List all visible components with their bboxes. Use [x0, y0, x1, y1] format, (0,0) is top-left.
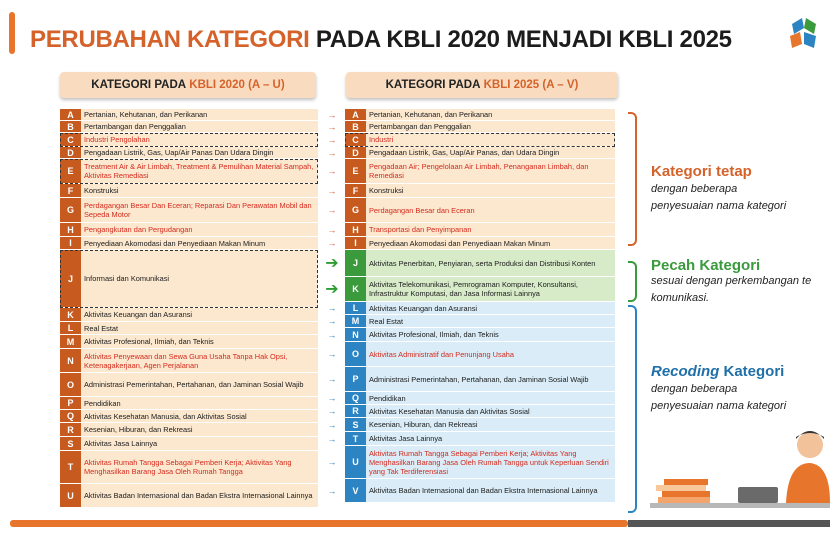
kbli-2025-table [345, 109, 615, 503]
arrow-right-icon: → [327, 374, 337, 384]
category-label: Aktivitas Penerbitan, Penyiaran, serta Produksi dan Distribusi Konten [366, 250, 615, 276]
pecah-kategori-desc [651, 273, 811, 307]
category-label: Pertanian, Kehutanan, dan Perikanan [81, 109, 318, 120]
column-header-prefix: KATEGORI PADA [91, 79, 187, 91]
category-label: Aktivitas Kesehatan Manusia, dan Aktivitas Sosial [81, 410, 318, 422]
table-row [60, 410, 318, 423]
category-label: Konstruksi [366, 184, 615, 197]
category-code: J [345, 250, 366, 276]
category-code: U [345, 446, 366, 478]
category-code: J [60, 250, 81, 307]
category-code: N [345, 328, 366, 341]
table-row [345, 315, 615, 328]
category-label: Kesenian, Hiburan, dan Rekreasi [81, 423, 318, 436]
column-header-kbli-2025 [346, 72, 618, 98]
bps-logo-icon [784, 14, 824, 54]
pecah-kategori-title: Pecah Kategori [651, 257, 761, 274]
category-label: Kesenian, Hiburan, dan Rekreasi [366, 418, 615, 431]
table-row [345, 446, 615, 479]
category-label: Pertambangan dan Penggalian [81, 121, 318, 132]
table-row [60, 423, 318, 437]
bottom-accent-bar [10, 520, 628, 527]
table-row [60, 335, 318, 349]
category-code: S [345, 418, 366, 431]
arrow-right-icon: ➔ [325, 255, 339, 272]
arrow-right-icon: → [327, 238, 337, 248]
arrow-right-icon: → [327, 205, 337, 215]
category-label: Pengadaan Listrik, Gas, Uap/Air Panas Dan Udara Dingin [81, 147, 318, 158]
table-row [345, 432, 615, 446]
desc-line: komunikasi. [651, 292, 710, 304]
category-label: Informasi dan Komunikasi [81, 250, 318, 307]
category-code: I [345, 237, 366, 249]
category-code: D [345, 147, 366, 158]
category-label: Perdagangan Besar Dan Eceran; Reparasi Dan Perawatan Mobil dan Sepeda Motor [81, 198, 318, 222]
table-row [60, 250, 318, 308]
category-code: P [345, 367, 366, 391]
category-code: K [345, 277, 366, 301]
table-row [60, 349, 318, 373]
bracket-recoding [628, 305, 637, 513]
recoding-title [651, 363, 784, 380]
table-row [60, 437, 318, 451]
table-row [345, 342, 615, 367]
table-row [345, 184, 615, 198]
category-label: Pertambangan dan Penggalian [366, 121, 615, 132]
title-highlight: PERUBAHAN KATEGORI [30, 26, 310, 53]
table-row [345, 109, 615, 121]
category-label: Industri Pengolahan [81, 133, 318, 146]
category-code: Q [345, 392, 366, 404]
bottom-dark-bar [628, 520, 830, 527]
arrow-right-icon: ➔ [325, 281, 339, 298]
arrow-right-icon: → [327, 419, 337, 430]
arrow-right-icon: → [327, 457, 337, 467]
category-label: Aktivitas Rumah Tangga Sebagai Pemberi Kerja; Aktivitas Yang Menghasilkan Barang Jasa Oleh Rumah Tangga untuk Keperluan Sendiri yang Tak Terdiferensiasi [366, 446, 615, 478]
category-label: Aktivitas Rumah Tangga Sebagai Pemberi Kerja; Aktivitas Yang Menghasilkan Barang Jasa Oleh Rumah Tangga [81, 451, 318, 483]
category-code: F [345, 184, 366, 197]
category-label: Pengadaan Listrik, Gas, Uap/Air Panas, dan Udara Dingin [366, 147, 615, 158]
arrow-right-icon: → [327, 406, 337, 416]
desc-line: penyesuaian nama kategori [651, 400, 787, 412]
table-row [60, 184, 318, 198]
table-row [345, 147, 615, 159]
category-code: R [345, 405, 366, 417]
arrow-right-icon: → [327, 485, 337, 496]
arrow-right-icon: → [327, 147, 337, 158]
table-row [60, 147, 318, 159]
arrow-right-icon: → [327, 349, 337, 359]
table-row [345, 237, 615, 250]
recoding-title-italic: Recoding [651, 363, 720, 380]
category-label: Aktivitas Keuangan dan Asuransi [81, 308, 318, 321]
category-code: B [60, 121, 81, 132]
table-row [345, 223, 615, 237]
arrow-right-icon: → [327, 393, 337, 403]
title-accent-bar [9, 12, 15, 54]
category-code: O [345, 342, 366, 366]
arrow-right-icon: → [327, 329, 337, 340]
category-code: T [60, 451, 81, 483]
category-code: E [60, 159, 81, 183]
category-label: Aktivitas Kesehatan Manusia dan Aktivitas Sosial [366, 405, 615, 417]
column-header-highlight: KBLI 2020 (A – U) [189, 79, 285, 91]
category-label: Aktivitas Telekomunikasi, Pemrograman Komputer, Konsultansi, Infrastruktur Komputasi, dan Jasa Informasi Lainnya [366, 277, 615, 301]
category-label: Aktivitas Keuangan dan Asuransi [366, 302, 615, 314]
person-laptop-illustration [650, 425, 830, 520]
table-row [345, 159, 615, 184]
category-code: R [60, 423, 81, 436]
category-code: L [345, 302, 366, 314]
recoding-title-plain: Kategori [719, 363, 785, 380]
category-label: Pengangkutan dan Pergudangan [81, 223, 318, 236]
category-label: Real Estat [366, 315, 615, 327]
category-code: H [345, 223, 366, 236]
category-code: I [60, 237, 81, 249]
category-code: S [60, 437, 81, 450]
category-label: Industri [366, 133, 615, 146]
category-label: Treatment Air & Air Limbah, Treatment & Pemulihan Material Sampah, Aktivitas Remediasi [81, 159, 318, 183]
category-code: T [345, 432, 366, 445]
category-code: F [60, 184, 81, 197]
arrow-right-icon: → [327, 316, 337, 326]
table-row [345, 367, 615, 392]
category-code: A [60, 109, 81, 120]
category-label: Aktivitas Profesional, Ilmiah, dan Teknis [366, 328, 615, 341]
bracket-pecah-kategori [628, 261, 637, 302]
mapping-arrows [320, 109, 344, 503]
category-label: Perdagangan Besar dan Eceran [366, 198, 615, 222]
category-label: Aktivitas Badan Internasional dan Badan Ekstra Internasional Lainnya [81, 484, 318, 507]
table-row [60, 322, 318, 335]
category-label: Aktivitas Profesional, Ilmiah, dan Teknis [81, 335, 318, 348]
category-code: C [345, 133, 366, 146]
arrow-right-icon: → [327, 303, 337, 313]
column-header-prefix: KATEGORI PADA [385, 79, 481, 91]
arrow-right-icon: → [327, 433, 337, 444]
category-code: L [60, 322, 81, 334]
table-row [60, 373, 318, 397]
table-row [345, 133, 615, 147]
category-code: G [60, 198, 81, 222]
category-label: Pendidikan [81, 397, 318, 409]
category-label: Aktivitas Jasa Lainnya [81, 437, 318, 450]
category-code: U [60, 484, 81, 507]
table-row [60, 198, 318, 223]
table-row [60, 109, 318, 121]
category-label: Administrasi Pemerintahan, Pertahanan, dan Jaminan Sosial Wajib [366, 367, 615, 391]
desc-line: penyesuaian nama kategori [651, 200, 787, 212]
category-code: V [345, 479, 366, 502]
category-label: Pertanian, Kehutanan, dan Perikanan [366, 109, 615, 120]
table-row [60, 133, 318, 147]
table-row [60, 484, 318, 508]
table-row [60, 121, 318, 133]
category-label: Penyediaan Akomodasi dan Penyediaan Makan Minum [81, 237, 318, 249]
arrow-right-icon: → [327, 134, 337, 145]
category-code: A [345, 109, 366, 120]
table-row [345, 392, 615, 405]
desc-line: dengan beberapa [651, 383, 738, 395]
table-row [60, 223, 318, 237]
arrow-right-icon: → [327, 166, 337, 176]
kategori-tetap-title: Kategori tetap [651, 163, 752, 180]
category-label: Aktivitas Badan Internasional dan Badan Ekstra Internasional Lainnya [366, 479, 615, 502]
category-code: D [60, 147, 81, 158]
category-code: N [60, 349, 81, 372]
table-row [60, 308, 318, 322]
bracket-kategori-tetap [628, 112, 637, 246]
category-code: E [345, 159, 366, 183]
category-code: P [60, 397, 81, 409]
category-label: Transportasi dan Penyimpanan [366, 223, 615, 236]
table-row [345, 479, 615, 503]
table-row [60, 451, 318, 484]
table-row [345, 328, 615, 342]
arrow-right-icon: → [327, 185, 337, 196]
desc-line: dengan beberapa [651, 183, 738, 195]
category-code: B [345, 121, 366, 132]
arrow-right-icon: → [327, 109, 337, 120]
category-label: Aktivitas Administratif dan Penunjang Usaha [366, 342, 615, 366]
column-header-kbli-2020 [60, 72, 316, 98]
category-code: M [60, 335, 81, 348]
category-label: Konstruksi [81, 184, 318, 197]
table-row [60, 237, 318, 250]
table-row [345, 121, 615, 133]
category-code: Q [60, 410, 81, 422]
kbli-2020-table [60, 109, 318, 508]
table-row [345, 198, 615, 223]
desc-line: sesuai dengan perkembangan te [651, 275, 812, 287]
table-row [345, 302, 615, 315]
category-label: Aktivitas Jasa Lainnya [366, 432, 615, 445]
category-label: Real Estat [81, 322, 318, 334]
category-code: C [60, 133, 81, 146]
arrow-right-icon: → [327, 121, 337, 132]
category-label: Pendidikan [366, 392, 615, 404]
category-label: Aktivitas Penyewaan dan Sewa Guna Usaha Tanpa Hak Opsi, Ketenagakerjaan, Agen Perjalanan [81, 349, 318, 372]
table-row [60, 159, 318, 184]
category-code: G [345, 198, 366, 222]
category-code: M [345, 315, 366, 327]
table-row [345, 277, 615, 302]
page-title [30, 26, 732, 54]
category-code: K [60, 308, 81, 321]
table-row [60, 397, 318, 410]
category-code: H [60, 223, 81, 236]
recoding-desc [651, 381, 786, 415]
category-code: O [60, 373, 81, 396]
table-row [345, 405, 615, 418]
category-label: Penyediaan Akomodasi dan Penyediaan Makan Minum [366, 237, 615, 249]
category-label: Pengadaan Air; Pengelolaan Air Limbah, Penanganan Limbah, dan Remediasi [366, 159, 615, 183]
table-row [345, 250, 615, 277]
kategori-tetap-desc [651, 181, 786, 215]
column-header-highlight: KBLI 2025 (A – V) [483, 79, 579, 91]
table-row [345, 418, 615, 432]
arrow-right-icon: → [327, 224, 337, 235]
title-rest: PADA KBLI 2020 MENJADI KBLI 2025 [309, 26, 732, 53]
category-label: Administrasi Pemerintahan, Pertahanan, dan Jaminan Sosial Wajib [81, 373, 318, 396]
